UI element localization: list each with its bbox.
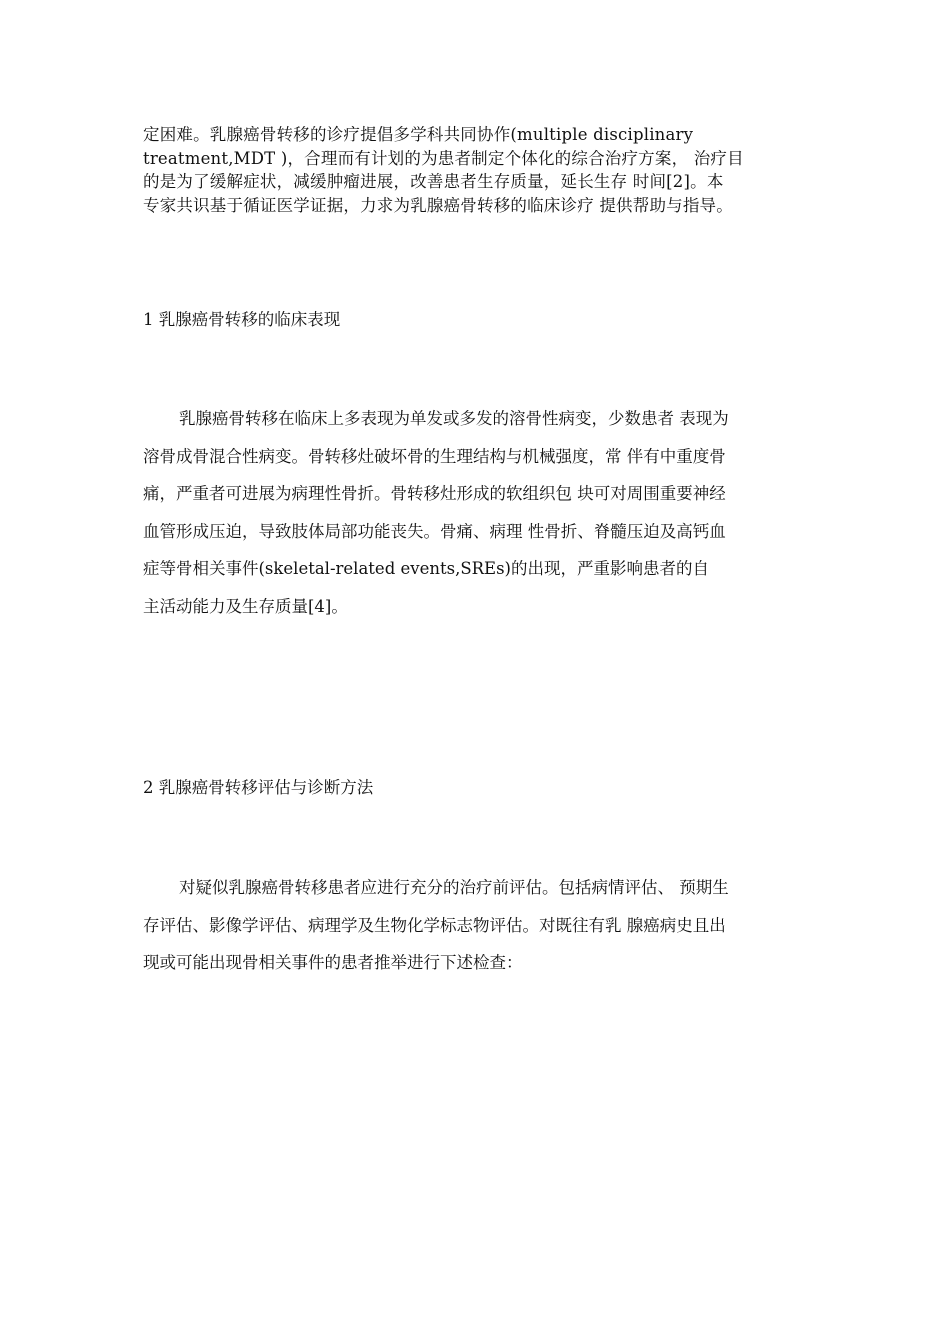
text-line: 现或可能出现骨相关事件的患者推举进行下述检查： bbox=[143, 953, 523, 972]
section-1-paragraph bbox=[143, 400, 823, 625]
text-line: 症等骨相关事件(skeletal-related events,SREs)的出现，严重影响患者的自 bbox=[143, 559, 709, 578]
text-line: 痛，严重者可进展为病理性骨折。骨转移灶形成的软组织包 块可对周围重要神经 bbox=[143, 484, 726, 503]
section-2-paragraph bbox=[143, 869, 823, 982]
text-line: 主活动能力及生存质量[4]。 bbox=[143, 596, 348, 616]
section-heading-2: 2 乳腺癌骨转移评估与诊断方法 bbox=[143, 778, 374, 797]
text-line: 专家共识基于循证医学证据，力求为乳腺癌骨转移的临床诊疗 提供帮助与指导。 bbox=[143, 195, 733, 215]
text-line: 溶骨成骨混合性病变。骨转移灶破坏骨的生理结构与机械强度，常 伴有中重度骨 bbox=[143, 446, 726, 466]
text-line: 对疑似乳腺癌骨转移患者应进行充分的治疗前评估。包括病情评估、 预期生 bbox=[179, 878, 729, 897]
text-line: treatment,MDT )，合理而有计划的为患者制定个体化的综合治疗方案， 治疗目 bbox=[143, 148, 744, 168]
intro-paragraph bbox=[143, 123, 823, 217]
text-line: 的是为了缓解症状，减缓肿瘤进展，改善患者生存质量，延长生存 时间[2]。本 bbox=[143, 172, 724, 191]
text-line: 定困难。乳腺癌骨转移的诊疗提倡多学科共同协作(multiple disciplinary bbox=[143, 125, 694, 144]
text-line: 乳腺癌骨转移在临床上多表现为单发或多发的溶骨性病变，少数患者 表现为 bbox=[179, 409, 729, 428]
text-line: 存评估、影像学评估、病理学及生物化学标志物评估。对既往有乳 腺癌病史且出 bbox=[143, 915, 726, 935]
text-line: 血管形成压迫，导致肢体局部功能丧失。骨痛、病理 性骨折、脊髓压迫及高钙血 bbox=[143, 521, 726, 541]
section-heading-1: 1 乳腺癌骨转移的临床表现 bbox=[143, 310, 341, 329]
